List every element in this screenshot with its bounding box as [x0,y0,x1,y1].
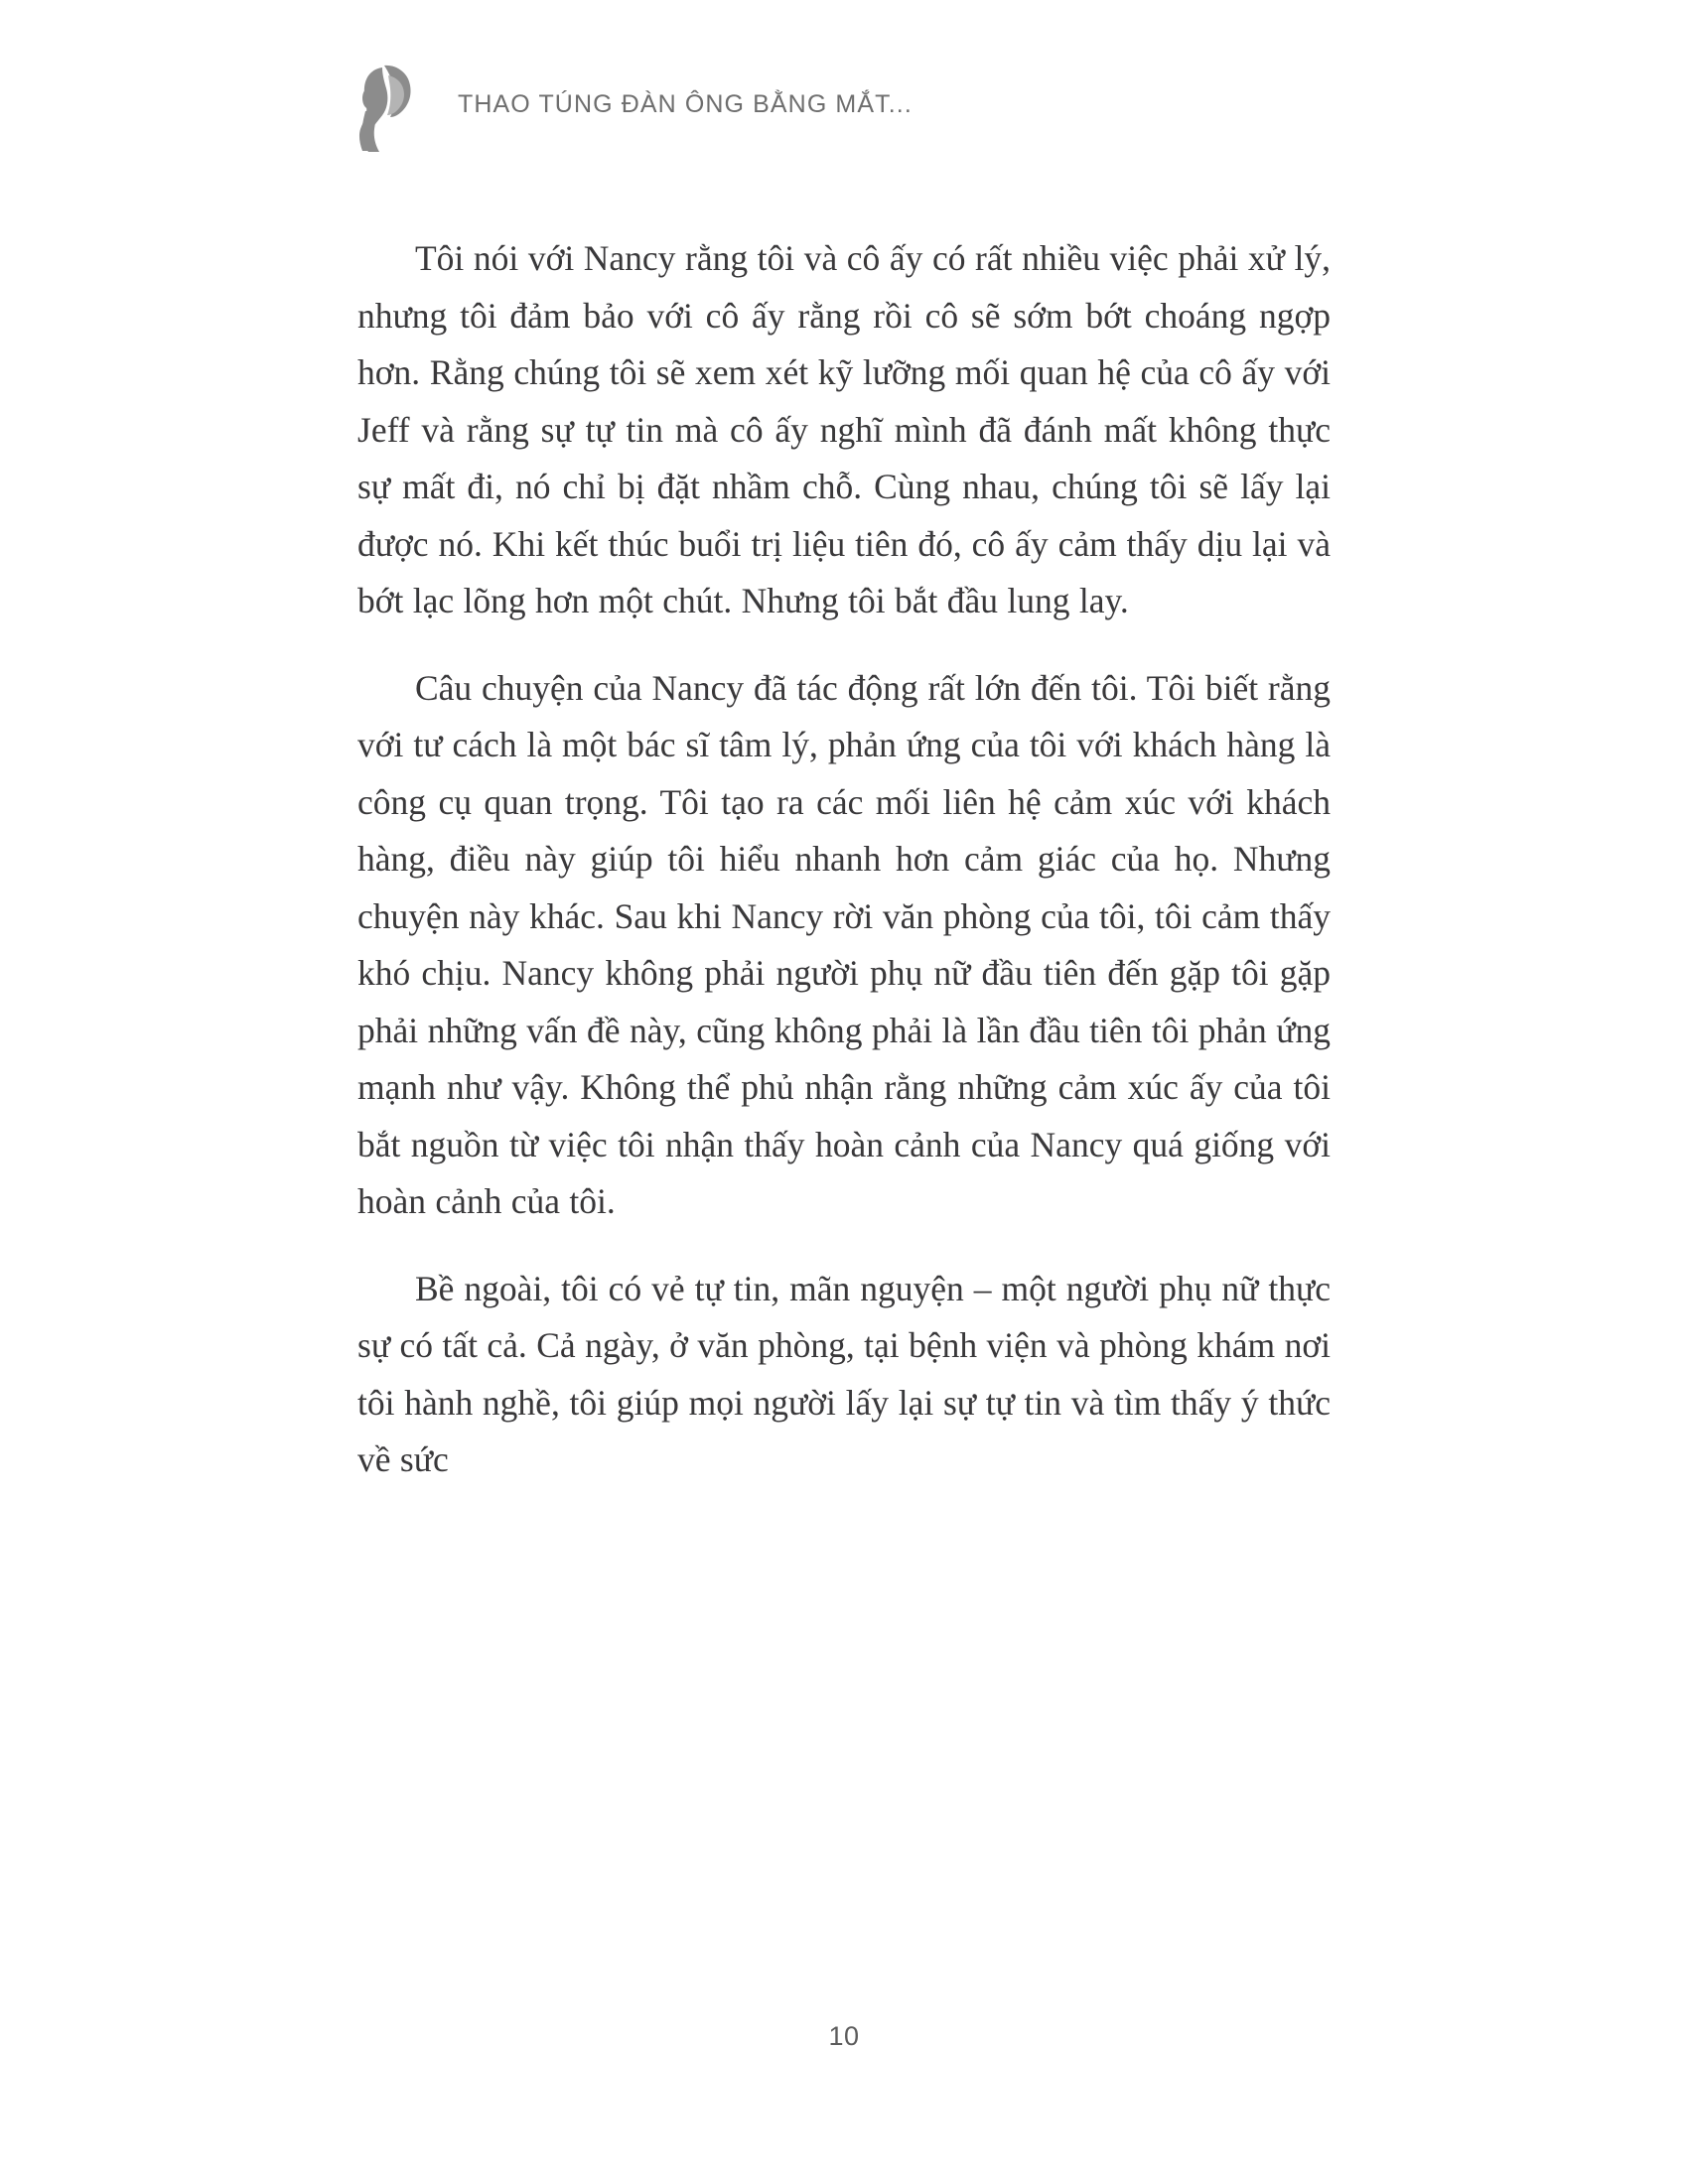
paragraph: Bề ngoài, tôi có vẻ tự tin, mãn nguyện – một người phụ nữ thực sự có tất cả. Cả ngày, ở văn phòng, tại bệnh viện và phòng khám nơi tôi hành nghề, tôi giúp mọi người lấy lại sự tự tin và tìm thấy ý thức về sức [357,1268,1331,1479]
body-text [357,230,1331,1489]
running-header [352,62,913,153]
page-number: 10 [828,2021,860,2051]
paragraph: Tôi nói với Nancy rằng tôi và cô ấy có rất nhiều việc phải xử lý, nhưng tôi đảm bảo với cô ấy rằng rồi cô sẽ sớm bớt choáng ngợp hơn. Rằng chúng tôi sẽ xem xét kỹ lưỡng mối quan hệ của cô ấy với Jeff và rằng sự tự tin mà cô ấy nghĩ mình đã đánh mất không thực sự mất đi, nó chỉ bị đặt nhầm chỗ. Cùng nhau, chúng tôi sẽ lấy lại được nó. Khi kết thúc buổi trị liệu tiên đó, cô ấy cảm thấy dịu lại và bớt lạc lõng hơn một chút. Nhưng tôi bắt đầu lung lay. [357,238,1331,620]
woman-silhouette-icon [352,62,432,153]
running-header-title: THAO TÚNG ĐÀN ÔNG BẰNG MẮT... [458,89,913,118]
paragraph: Câu chuyện của Nancy đã tác động rất lớn đến tôi. Tôi biết rằng với tư cách là một bác sĩ tâm lý, phản ứng của tôi với khách hàng là công cụ quan trọng. Tôi tạo ra các mối liên hệ cảm xúc với khách hàng, điều này giúp tôi hiểu nhanh hơn cảm giác của họ. Nhưng chuyện này khác. Sau khi Nancy rời văn phòng của tôi, tôi cảm thấy khó chịu. Nancy không phải người phụ nữ đầu tiên đến gặp tôi gặp phải những vấn đề này, cũng không phải là lần đầu tiên tôi phản ứng mạnh như vậy. Không thể phủ nhận rằng những cảm xúc ấy của tôi bắt nguồn từ việc tôi nhận thấy hoàn cảnh của Nancy quá giống với hoàn cảnh của tôi. [357,667,1331,1221]
